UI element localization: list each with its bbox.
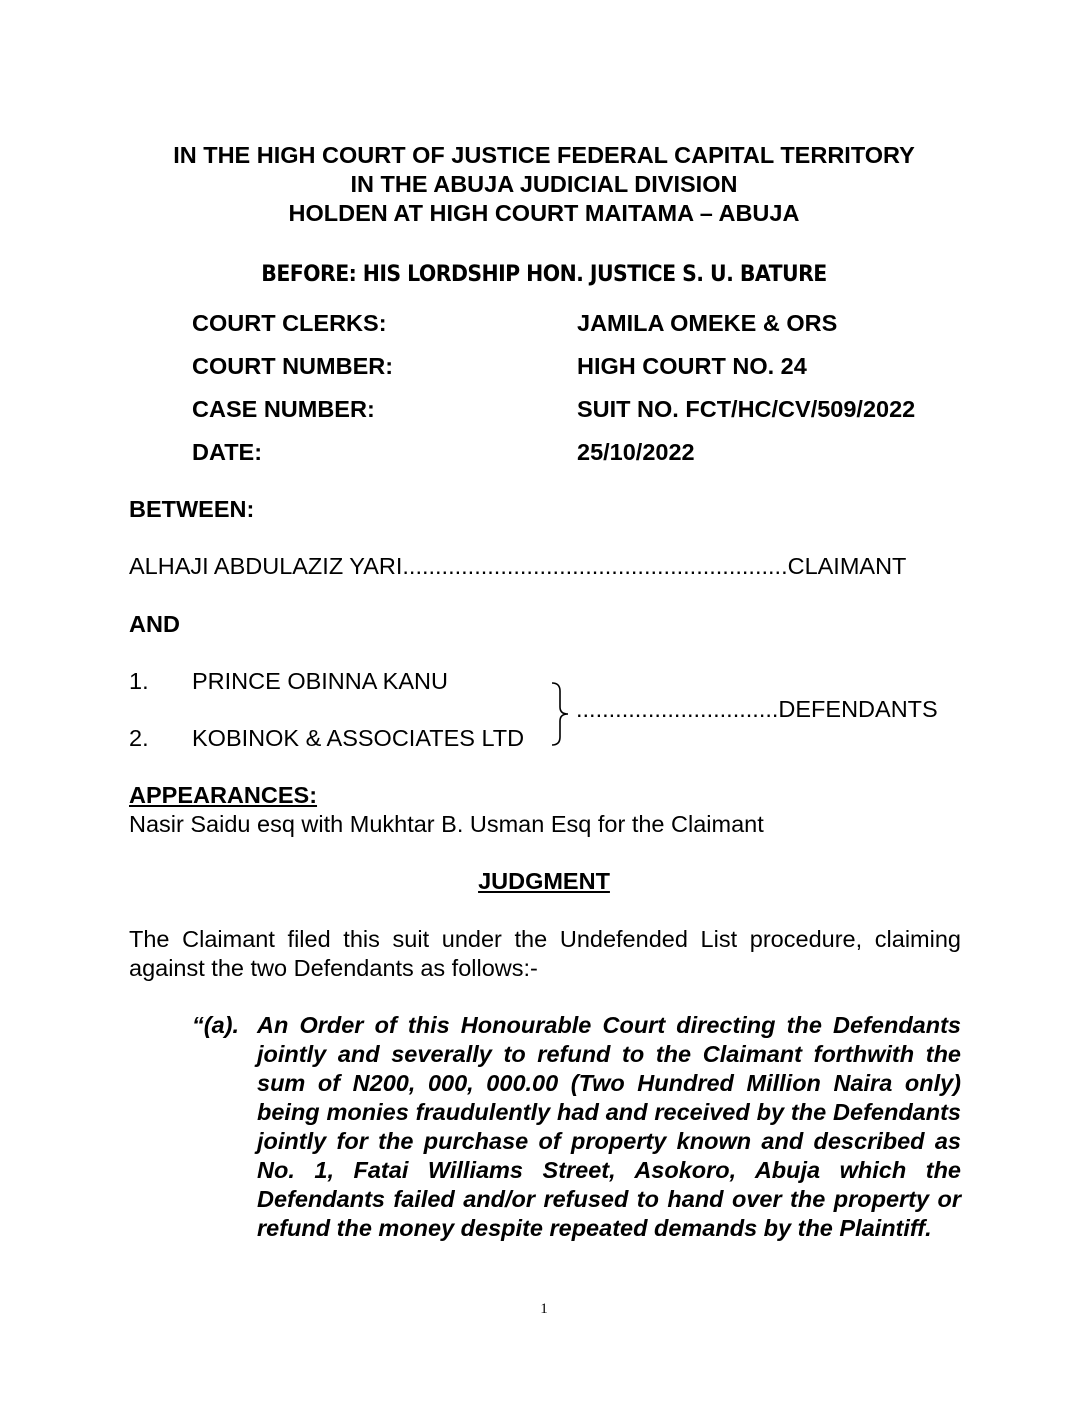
claimant-line: ALHAJI ABDULAZIZ YARI...........................................................CLAIMANT xyxy=(129,553,907,579)
detail-value-court-number: HIGH COURT NO. 24 xyxy=(577,353,807,379)
intro-paragraph: The Claimant filed this suit under the Undefended List procedure, claiming against the two Defendants as follows:- xyxy=(129,926,961,981)
judgment-title: JUDGMENT xyxy=(478,868,610,894)
detail-value-case-number: SUIT NO. FCT/HC/CV/509/2022 xyxy=(577,396,916,422)
detail-label-date: DATE: xyxy=(192,439,263,465)
page-number: 1 xyxy=(540,1301,548,1317)
defendant-2-name: KOBINOK & ASSOCIATES LTD xyxy=(192,725,525,751)
defendant-1-number: 1. xyxy=(129,668,149,694)
appearances-heading: APPEARANCES: xyxy=(129,782,318,808)
between-heading: BETWEEN: xyxy=(129,496,255,522)
defendants-label: ...............................DEFENDANTS xyxy=(576,696,938,722)
court-title-line-1: IN THE HIGH COURT OF JUSTICE FEDERAL CAPITAL TERRITORY xyxy=(173,142,915,168)
defendant-2-number: 2. xyxy=(129,725,149,751)
detail-label-court-number: COURT NUMBER: xyxy=(192,353,394,379)
detail-label-court-clerks: COURT CLERKS: xyxy=(192,310,387,336)
and-heading: AND xyxy=(129,611,180,637)
before-justice: BEFORE: HIS LORDSHIP HON. JUSTICE S. U. BATURE xyxy=(261,262,827,287)
detail-value-court-clerks: JAMILA OMEKE & ORS xyxy=(577,310,838,336)
detail-value-date: 25/10/2022 xyxy=(577,439,695,465)
detail-label-case-number: CASE NUMBER: xyxy=(192,396,375,422)
defendants-brace xyxy=(548,681,574,747)
appearances-text: Nasir Saidu esq with Mukhtar B. Usman Esq for the Claimant xyxy=(129,811,764,837)
defendant-1-name: PRINCE OBINNA KANU xyxy=(192,668,448,694)
court-title-line-2: IN THE ABUJA JUDICIAL DIVISION xyxy=(350,171,738,197)
claim-a-marker: “(a). xyxy=(192,1012,239,1038)
court-title-line-3: HOLDEN AT HIGH COURT MAITAMA – ABUJA xyxy=(288,200,800,226)
claim-a-text: An Order of this Honourable Court directing the Defendants jointly and severally to refund to the Claimant forthwith the sum of N200, 000, 000.00 (Two Hundred Million Naira only) being monies fraudulently had and received by the Defendants jointly for the purchase of property known and described as No. 1, Fatai Williams Street, Asokoro, Abuja which the Defendants failed and/or refused to hand over the property or refund the money despite repeated demands by the Plaintiff. xyxy=(257,1012,961,1241)
